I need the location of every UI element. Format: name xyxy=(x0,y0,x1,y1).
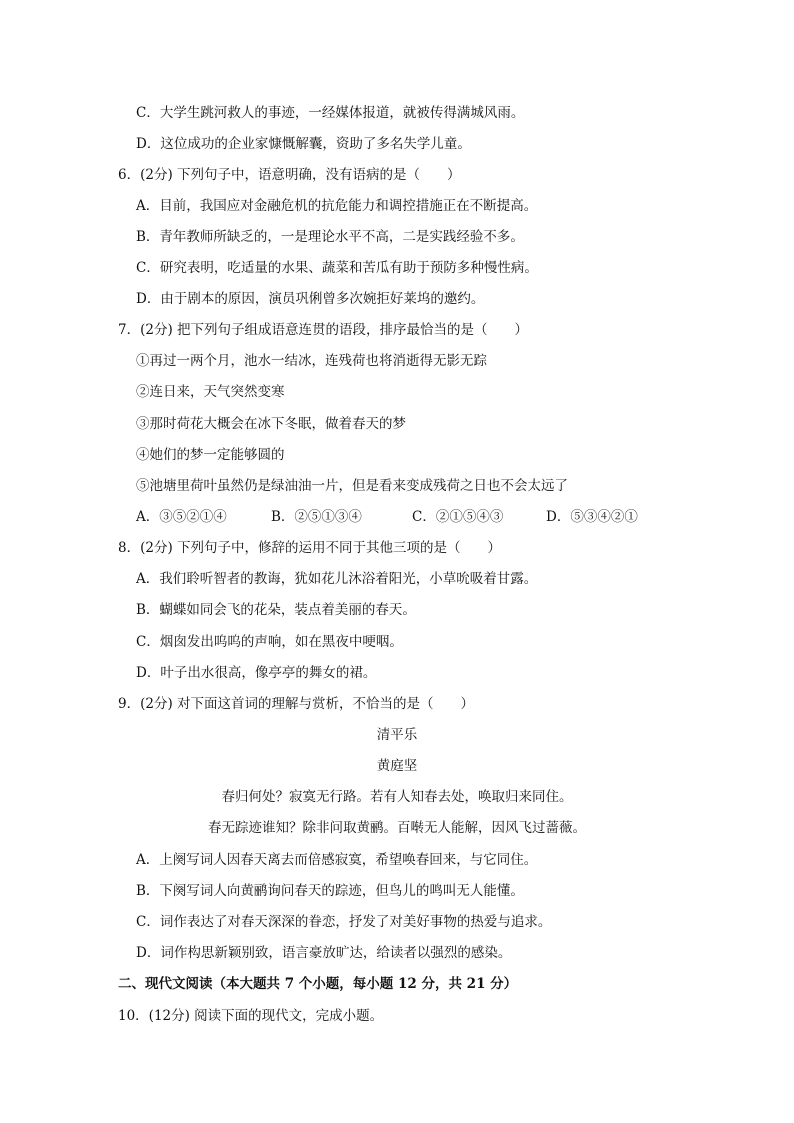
poem-author: 黄庭坚 xyxy=(376,758,418,774)
q9-stem: 9．(2分) 对下面这首词的理解与赏析，不恰当的是（ ） xyxy=(118,696,475,712)
q7-sentence-4: ④她们的梦一定能够圆的 xyxy=(136,447,285,463)
q9-option-b: B．下阕写词人向黄鹂询问春天的踪迹，但鸟儿的鸣叫无人能懂。 xyxy=(136,883,524,899)
q7-stem: 7．(2分) 把下列句子组成语意连贯的语段，排序最恰当的是（ ） xyxy=(118,322,529,338)
q7-option-c: C．②①⑤④③ xyxy=(412,509,504,525)
poem-title: 清平乐 xyxy=(376,727,418,743)
q5-option-d: D．这位成功的企业家慷慨解囊，资助了多名失学儿童。 xyxy=(136,136,471,152)
q10-stem: 10．(12分) 阅读下面的现代文，完成小题。 xyxy=(118,1008,384,1024)
section-2-heading: 二、现代文阅读（本大题共 7 个小题，每小题 12 分，共 21 分） xyxy=(118,976,518,992)
q8-option-c: C．烟囱发出呜呜的声响，如在黑夜中哽咽。 xyxy=(136,634,403,650)
q6-option-a: A．目前，我国应对金融危机的抗危能力和调控措施正在不断提高。 xyxy=(136,198,538,214)
q7-sentence-3: ③那时荷花大概会在冰下冬眠，做着春天的梦 xyxy=(136,416,406,432)
q9-option-a: A．上阕写词人因春天离去而倍感寂寞，希望唤春回来，与它同住。 xyxy=(136,852,538,868)
q9-option-c: C．词作表达了对春天深深的眷恋，抒发了对美好事物的热爱与追求。 xyxy=(136,914,552,930)
q7-sentence-5: ⑤池塘里荷叶虽然仍是绿油油一片，但是看来变成残荷之日也不会太远了 xyxy=(136,478,568,494)
q8-option-a: A．我们聆听智者的教诲，犹如花儿沐浴着阳光，小草吮吸着甘露。 xyxy=(136,571,538,587)
q6-option-b: B．青年教师所缺乏的，一是理论水平不高，二是实践经验不多。 xyxy=(136,229,524,245)
q8-option-b: B．蝴蝶如同会飞的花朵，装点着美丽的春天。 xyxy=(136,602,416,618)
q8-stem: 8．(2分) 下列句子中，修辞的运用不同于其他三项的是（ ） xyxy=(118,540,502,556)
q7-sentence-1: ①再过一两个月，池水一结冰，连残荷也将消逝得无影无踪 xyxy=(136,353,487,369)
q7-sentence-2: ②连日来，天气突然变寒 xyxy=(136,384,285,400)
q8-option-d: D．叶子出水很高，像亭亭的舞女的裙。 xyxy=(136,665,377,681)
q7-option-b: B．②⑤①③④ xyxy=(271,509,362,525)
q6-option-d: D．由于剧本的原因，演员巩俐曾多次婉拒好莱坞的邀约。 xyxy=(136,291,485,307)
q6-stem: 6．(2分) 下列句子中，语意明确，没有语病的是（ ） xyxy=(118,167,461,183)
q7-option-d: D．⑤③④②① xyxy=(546,509,638,525)
q7-option-a: A．③⑤②①④ xyxy=(136,509,227,525)
poem-line-1: 春归何处？寂寞无行路。若有人知春去处，唤取归来同住。 xyxy=(221,789,573,805)
poem-line-2: 春无踪迹谁知？除非问取黄鹂。百啭无人能解，因风飞过蔷薇。 xyxy=(208,820,586,836)
q9-option-d: D．词作构思新颖别致，语言豪放旷达，给读者以强烈的感染。 xyxy=(136,945,512,961)
q6-option-c: C．研究表明，吃适量的水果、蔬菜和苦瓜有助于预防多种慢性病。 xyxy=(136,260,538,276)
q7-choices xyxy=(136,507,696,527)
q5-option-c: C．大学生跳河救人的事迹，一经媒体报道，就被传得满城风雨。 xyxy=(136,105,525,121)
